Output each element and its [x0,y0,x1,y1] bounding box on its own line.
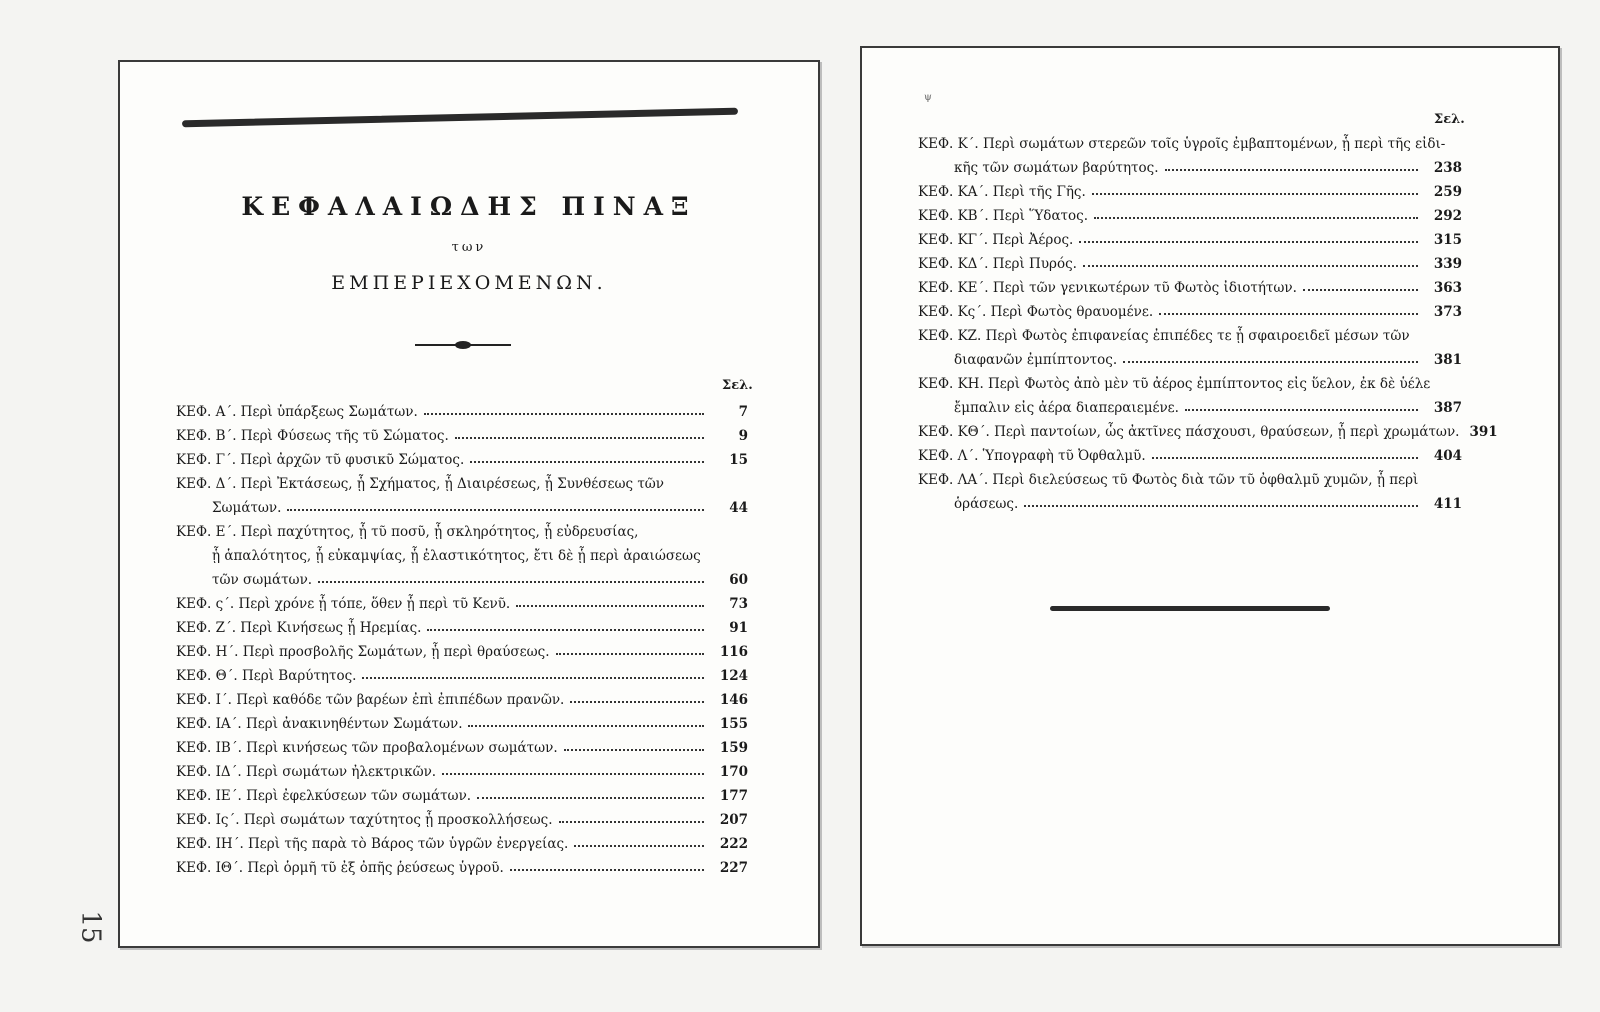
toc-entry-page: 381 [1433,352,1462,368]
toc-entry-label: ΚΕΦ. Κς΄. Περὶ Φωτὸς θραυομένε. [918,304,1154,320]
toc-entry-page: 44 [729,500,748,516]
toc-entry-label: ΚΕΦ. ΙΕ΄. Περὶ ἐφελκύσεων τῶν σωμάτων. [176,788,472,804]
toc-entry-continuation: τῶν σωμάτων. [212,572,313,588]
toc-entry-page: 15 [729,452,748,468]
toc-entry [176,804,748,828]
leader-dots [362,676,704,679]
toc-entry [176,828,748,852]
page-title: ΚΕΦΑΛΑΙΩΔΗΣ ΠΙΝΑΞ [241,192,697,221]
toc-entry [918,176,1462,200]
toc-entry [918,320,1462,368]
leader-dots [424,412,704,415]
toc-entry-page: 177 [719,788,748,804]
leader-dots [427,628,704,631]
toc-entry-label: ΚΕΦ. Δ΄. Περὶ Ἐκτάσεως, ᾗ Σχήματος, ᾗ Διαιρέσεως, ᾗ Συνθέσεως τῶν [176,476,665,492]
toc-entry-label: ΚΕΦ. Κ΄. Περὶ σωμάτων στερεῶν τοῖς ὑγροῖς ἐμβαπτομένων, ᾗ περὶ τῆς εἰδι- [918,136,1446,152]
leader-dots [1079,240,1418,243]
pages-column-label: Σελ. [722,378,753,393]
toc-entry [176,516,748,588]
leader-dots [559,820,704,823]
toc-entry-continuation: ὁράσεως. [954,496,1019,512]
toc-entry-page: 387 [1433,400,1462,416]
toc-entry-label: ΚΕΦ. Γ΄. Περὶ ἀρχῶν τῦ φυσικῦ Σώματος. [176,452,465,468]
toc-entry-page: 116 [719,644,748,660]
toc-entry [176,444,748,468]
toc-entry [918,440,1462,464]
toc-entry-page: 411 [1433,496,1462,512]
leader-dots [468,724,704,727]
toc-entry [918,272,1462,296]
toc-entry-label: ΚΕΦ. ΙΔ΄. Περὶ σωμάτων ἠλεκτρικῶν. [176,764,437,780]
toc-entry-label: ΚΕΦ. Η΄. Περὶ προσβολῆς Σωμάτων, ᾗ περὶ θραύσεως. [176,644,550,660]
page-title-secondary: ΕΜΠΕΡΙΕΧΟΜΕΝΩΝ. [331,272,607,294]
toc-entry-label: ΚΕΦ. ΚΓ΄. Περὶ Ἀέρος. [918,232,1074,248]
toc-entry-page: 170 [719,764,748,780]
toc-entry-page: 222 [719,836,748,852]
leader-dots [1024,504,1418,507]
toc-entry-page: 124 [719,668,748,684]
toc-entry-label: ΚΕΦ. ΚΑ΄. Περὶ τῆς Γῆς. [918,184,1086,200]
toc-entry [918,248,1462,272]
toc-entry-label: ΚΕΦ. Ε΄. Περὶ παχύτητος, ᾗ τῦ ποσῦ, ᾗ σκληρότητος, ᾗ εὐδρευσίας, [176,524,639,540]
leader-dots [556,652,705,655]
toc-entry-continuation: διαφανῶν ἐμπίπτοντος. [954,352,1118,368]
toc-entry-label: ΚΕΦ. ΚΔ΄. Περὶ Πυρός. [918,256,1077,272]
left-page [118,60,820,948]
leader-dots [1083,264,1418,267]
leader-dots [574,844,704,847]
toc-entry [176,756,748,780]
leader-dots [1123,360,1418,363]
toc-entry-continuation: ἔμπαλιν εἰς ἀέρα διαπεραιεμένε. [954,400,1179,416]
leader-dots [477,796,704,799]
leader-dots [442,772,704,775]
toc-entry-page: 259 [1433,184,1462,200]
toc-entry-page: 292 [1433,208,1462,224]
toc-entry [918,296,1462,320]
toc-entry-label: ΚΕΦ. ΙΑ΄. Περὶ ἀνακινηθέντων Σωμάτων. [176,716,463,732]
toc-entry [176,612,748,636]
toc-entry-label: ΚΕΦ. Ις΄. Περὶ σωμάτων ταχύτητος ᾗ προσκολλήσεως. [176,812,553,828]
toc-entry-page: 391 [1469,424,1498,440]
toc-entry-continuation: κῆς τῶν σωμάτων βαρύτητος. [954,160,1159,176]
leader-dots [318,580,704,583]
toc-entry [176,636,748,660]
table-of-contents-left [176,396,748,876]
toc-entry-page: 238 [1433,160,1462,176]
toc-entry-page: 404 [1433,448,1462,464]
leader-dots [1185,408,1418,411]
toc-entry-page: 146 [719,692,748,708]
top-rule [182,108,738,128]
toc-entry-label: ΚΕΦ. ΙΘ΄. Περὶ ὁρμῆ τῦ ἐξ ὀπῆς ῥεύσεως ὑγροῦ. [176,860,504,876]
leader-dots [516,604,704,607]
toc-entry-label: ΚΕΦ. ΚΕ΄. Περὶ τῶν γενικωτέρων τῦ Φωτὸς ἰδιοτήτων. [918,280,1297,296]
toc-entry [918,368,1462,416]
toc-entry-label: ΚΕΦ. Ζ΄. Περὶ Κινήσεως ᾗ Ηρεμίας. [176,620,422,636]
leader-dots [570,700,704,703]
leader-dots [1303,288,1418,291]
toc-entry-label: ΚΕΦ. Α΄. Περὶ ὑπάρξεως Σωμάτων. [176,404,418,420]
toc-entry-page: 91 [729,620,748,636]
toc-entry-page: 227 [719,860,748,876]
toc-entry-label: ΚΕΦ. Θ΄. Περὶ Βαρύτητος. [176,668,357,684]
toc-entry-label: ΚΕΦ. Ι΄. Περὶ καθόδε τῶν βαρέων ἐπὶ ἐπιπέδων πρανῶν. [176,692,565,708]
toc-entry-continuation: Σωμάτων. [212,500,282,516]
toc-entry-label: ΚΕΦ. ΚΘ΄. Περὶ παντοίων, ὧς ἀκτῖνες πάσχουσι, θραύσεων, ᾗ περὶ χρωμάτων. [918,424,1460,440]
bottom-rule [1050,606,1330,611]
leader-dots [470,460,704,463]
right-page: ψ Σελ. ΚΕΦ. Κ΄. Περὶ σωμάτων στερεῶν τοῖς ὑγροῖς ἐμβαπτομένων, ᾗ περὶ τῆς εἰδι- κῆς τῶν σωμάτων βαρύτητος. 238 ΚΕΦ. ΚΑ΄. Περὶ τῆς Γῆς. 259 ΚΕΦ. ΚΒ΄. Περὶ Ὕδατος. 292 ΚΕΦ. ΚΓ΄. Περὶ Ἀέρος. 315 ΚΕΦ. ΚΔ΄. Περὶ Πυρός. 339 ΚΕΦ. ΚΕ΄. Περὶ τῶν γενικωτέρων τῦ Φωτὸς ἰδιοτήτων. 363 ΚΕΦ. Κς΄. Περὶ Φωτὸς θραυομένε. 373 ΚΕΦ. ΚΖ. Περὶ Φωτὸς ἐπιφανείας ἐπιπέδες τε ᾗ σφαιροειδεῖ μέσων τῶν διαφανῶν ἐμπίπτοντος. 381 ΚΕΦ. ΚΗ. Περὶ Φωτὸς ἀπὸ μὲν τῦ ἀέρος ἐμπίπτοντος εἰς ὕελον, ἐκ δὲ ὑέλε ἔμπαλιν εἰς ἀέρα διαπεραιεμένε. 387 ΚΕΦ. ΚΘ΄. Περὶ παντοίων, ὧς ἀκτῖνες πάσχουσι, θραύσεων, ᾗ περὶ χρωμάτων. 391 ΚΕΦ. Λ΄. Ὑπογραφὴ τῦ Ὀφθαλμῦ. 404 ΚΕΦ. ΛΑ΄. Περὶ διελεύσεως τῦ Φωτὸς διὰ τῶν τῦ ὀφθαλμῦ χυμῶν, ᾗ περὶ ὁράσεως. 411 [860,46,1560,946]
toc-entry-page: 207 [719,812,748,828]
toc-entry-page: 73 [729,596,748,612]
leader-dots [510,868,704,871]
ornament-divider [415,340,511,350]
toc-entry [176,396,748,420]
toc-entry-page: 373 [1433,304,1462,320]
toc-entry-page: 7 [738,404,748,420]
leader-dots [455,436,704,439]
toc-entry-label: ΚΕΦ. ΙΒ΄. Περὶ κινήσεως τῶν προβαλομένων σωμάτων. [176,740,558,756]
leader-dots [287,508,704,511]
toc-entry [176,732,748,756]
toc-entry-page: 60 [729,572,748,588]
toc-entry-continuation: ᾗ ἁπαλότητος, ᾗ εὐκαμψίας, ᾗ ἐλαστικότητος, ἔτι δὲ ᾗ περὶ ἀραιώσεως [212,548,701,564]
toc-entry [176,852,748,876]
page-subtitle: των [451,240,487,255]
leader-dots [1165,168,1418,171]
pages-column-label: Σελ. [1434,112,1465,127]
leader-dots [564,748,704,751]
toc-entry [918,128,1462,176]
toc-entry [176,780,748,804]
toc-entry-page: 159 [719,740,748,756]
toc-entry-page: 363 [1433,280,1462,296]
toc-entry [176,588,748,612]
toc-entry-label: ΚΕΦ. Β΄. Περὶ Φύσεως τῆς τῦ Σώματος. [176,428,449,444]
toc-entry [918,200,1462,224]
toc-entry-label: ΚΕΦ. ΚΒ΄. Περὶ Ὕδατος. [918,208,1089,224]
table-of-contents-right [918,128,1498,512]
leader-dots [1094,216,1418,219]
toc-entry-label: ΚΕΦ. ΛΑ΄. Περὶ διελεύσεως τῦ Φωτὸς διὰ τῶν τῦ ὀφθαλμῦ χυμῶν, ᾗ περὶ [918,472,1419,488]
toc-entry-label: ΚΕΦ. Λ΄. Ὑπογραφὴ τῦ Ὀφθαλμῦ. [918,448,1146,464]
toc-entry-label: ΚΕΦ. ς΄. Περὶ χρόνε ᾗ τόπε, ὅθεν ᾗ περὶ τῦ Κενῦ. [176,596,511,612]
toc-entry-page: 315 [1433,232,1462,248]
leader-dots [1152,456,1418,459]
toc-entry [176,468,748,516]
toc-entry [918,416,1498,440]
toc-entry [918,224,1462,248]
leader-dots [1159,312,1418,315]
margin-page-number: 15 [75,910,106,944]
leader-dots [1092,192,1418,195]
toc-entry [176,660,748,684]
toc-entry-page: 339 [1433,256,1462,272]
toc-entry [176,420,748,444]
toc-entry-label: ΚΕΦ. ΚΖ. Περὶ Φωτὸς ἐπιφανείας ἐπιπέδες τε ᾗ σφαιροειδεῖ μέσων τῶν [918,328,1410,344]
toc-entry-page: 155 [719,716,748,732]
toc-entry [176,708,748,732]
toc-entry-label: ΚΕΦ. ΙΗ΄. Περὶ τῆς παρὰ τὸ Βάρος τῶν ὑγρῶν ἐνεργείας. [176,836,569,852]
toc-entry [918,464,1462,512]
toc-entry-label: ΚΕΦ. ΚΗ. Περὶ Φωτὸς ἀπὸ μὲν τῦ ἀέρος ἐμπίπτοντος εἰς ὕελον, ἐκ δὲ ὑέλε [918,376,1431,392]
toc-entry-page: 9 [738,428,748,444]
toc-entry [176,684,748,708]
